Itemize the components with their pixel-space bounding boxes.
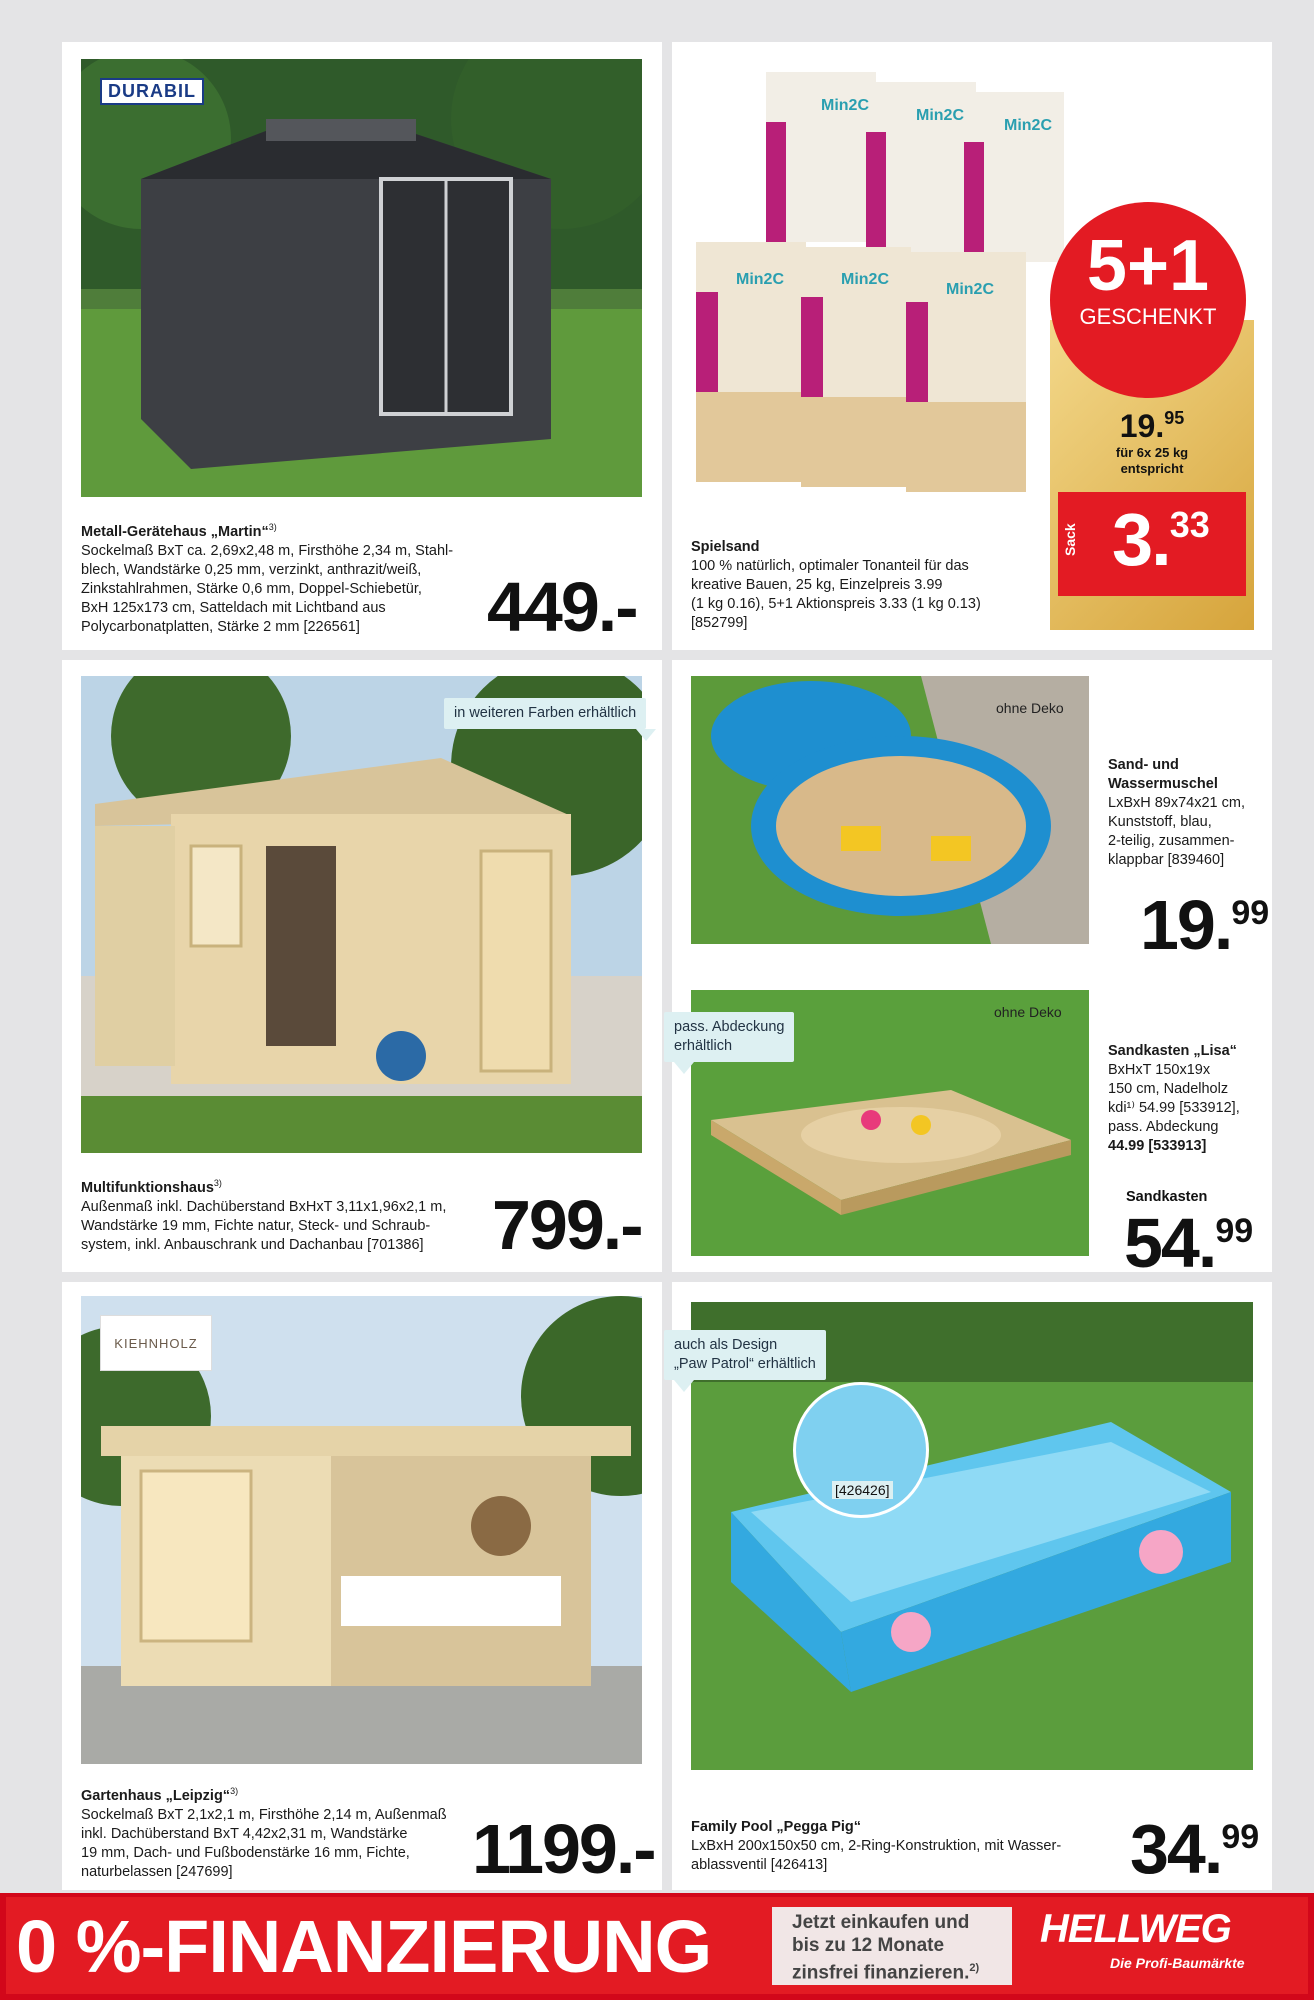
garden-title: Gartenhaus „Leipzig“ [81,1787,231,1804]
hellweg-tagline: Die Profi-Baumärkte [1110,1955,1245,1971]
multi-title: Multifunktionshaus [81,1179,214,1196]
svg-text:Min2C: Min2C [821,97,869,114]
promo-badge-small: GESCHENKT [1079,304,1217,329]
metal-shed-photo [81,59,642,497]
sand-description: Spielsand 100 % natürlich, optimaler Tonanteil für das kreative Bauen, 25 kg, Einzelpreis 3.99 (1 kg 0.16), 5+1 Aktionspreis 3.33 (1 kg 0.13) [852799] [691,539,981,631]
panel-metal-shed [62,42,662,650]
durabil-logo: DURABIL [100,78,204,105]
sand-price: 3. [1112,498,1170,581]
multi-price: 799.- [492,1186,642,1264]
sand-unit: Sack [1062,523,1078,556]
panel-gartenhaus [62,1282,662,1890]
sandbox-note: ohne Deko [994,1004,1062,1020]
finance-subtext: Jetzt einkaufen und bis zu 12 Monate zinsfrei finanzieren.$^{2)}$ [772,1907,1012,1985]
panel-sandbox [672,660,1272,1282]
sandbox-bubble: pass. Abdeckung erhältlich [664,1012,794,1062]
sandbox-price-label: Sandkasten [1126,1189,1208,1205]
svg-text:Min2C: Min2C [841,271,889,288]
shell-description: Sand- und Wassermuschel LxBxH 89x74x21 cm, Kunststoff, blau, 2-teilig, zusammen- klappbar [839460] [1108,757,1246,868]
sand-title: Spielsand [691,539,760,555]
pool-price: 34.99 [1130,1810,1260,1888]
ref-price: 19.95 für 6x 25 kg entspricht [1115,408,1189,476]
finance-banner [0,1893,1314,2000]
garden-price: 1199.- [472,1810,655,1888]
sand-bags-photo [686,52,1066,502]
colors-bubble: in weiteren Farben erhältlich [444,698,646,729]
svg-text:Min2C: Min2C [1004,117,1052,134]
promo-badge-big: 5+1 [1086,226,1210,306]
svg-text:Min2C: Min2C [736,271,784,288]
shell-price: 19.99 [1140,886,1270,964]
promo-badge [1050,202,1246,398]
pool-title: Family Pool „Pegga Pig“ [691,1819,862,1835]
garden-description: Gartenhaus „Leipzig“$^{3)}$ Sockelmaß BxT 2,1x2,1 m, Firsthöhe 2,14 m, Außenmaß inkl. Dachüberstand BxT 4,42x2,31 m, Wandstärke 19 mm, Dach- und Fußbodenstärke 16 mm, Fichte, naturbelassen [247699] [81,1786,447,1880]
paw-patrol-inset [793,1382,929,1518]
sand-price-box [1058,492,1246,596]
panel-multifunktionshaus [62,660,662,1272]
sandbox-title: Sandkasten „Lisa“ [1108,1043,1237,1059]
shell-photo [691,676,1089,944]
inset-code: [426426] [832,1481,893,1499]
kiehnholz-logo: KIEHNHOLZ [100,1315,212,1371]
garden-house-photo [81,1296,642,1764]
panel-pool [672,1282,1272,1890]
panel-spielsand [672,42,1272,650]
metal-shed-title: Metall-Gerätehaus „Martin“ [81,523,269,540]
finance-banner-inner [6,1897,1308,1994]
svg-text:Min2C: Min2C [916,107,964,124]
shell-note: ohne Deko [996,700,1064,716]
metal-shed-price: 449.- [487,568,637,646]
metal-shed-description: Metall-Gerätehaus „Martin“$^{3)}$ Sockelmaß BxT ca. 2,69x2,48 m, Firsthöhe 2,34 m, Stahl- blech, Wandstärke 0,25 mm, verzinkt, anthrazit/weiß, Zinkstahlrahmen, Stärke 0,6 mm, Doppel-Schiebetür, BxH 125x173 cm, Satteldach mit Lichtband aus Polycarbonatplatten, Stärke 2 mm [226561] [81,522,454,635]
svg-text:Min2C: Min2C [946,281,994,298]
pool-description: Family Pool „Pegga Pig“ LxBxH 200x150x50 cm, 2-Ring-Konstruktion, mit Wasser- ablassventil [426413] [691,1819,1062,1873]
sand-price-cents: 33 [1169,504,1210,545]
multi-description: Multifunktionshaus$^{3)}$ Außenmaß inkl. Dachüberstand BxHxT 3,11x1,96x2,1 m, Wandstärke 19 mm, Fichte natur, Steck- und Schraub- system, inkl. Anbauschrank und Dachanbau [701386] [81,1178,447,1253]
sandbox-description: Sandkasten „Lisa“ BxHxT 150x19x 150 cm, Nadelholz kdi¹⁾ 54.99 [533912], pass. Abdeckung 44.99 [533913] [1108,1043,1240,1154]
finance-headline: 0 %-FINANZIERUNG [16,1905,712,1988]
multi-house-photo [81,676,642,1153]
pool-bubble: auch als Design „Paw Patrol“ erhältlich [664,1330,826,1380]
hellweg-logo: HELLWEG [1040,1907,1231,1951]
sandbox-price: 54.99 [1124,1204,1254,1282]
